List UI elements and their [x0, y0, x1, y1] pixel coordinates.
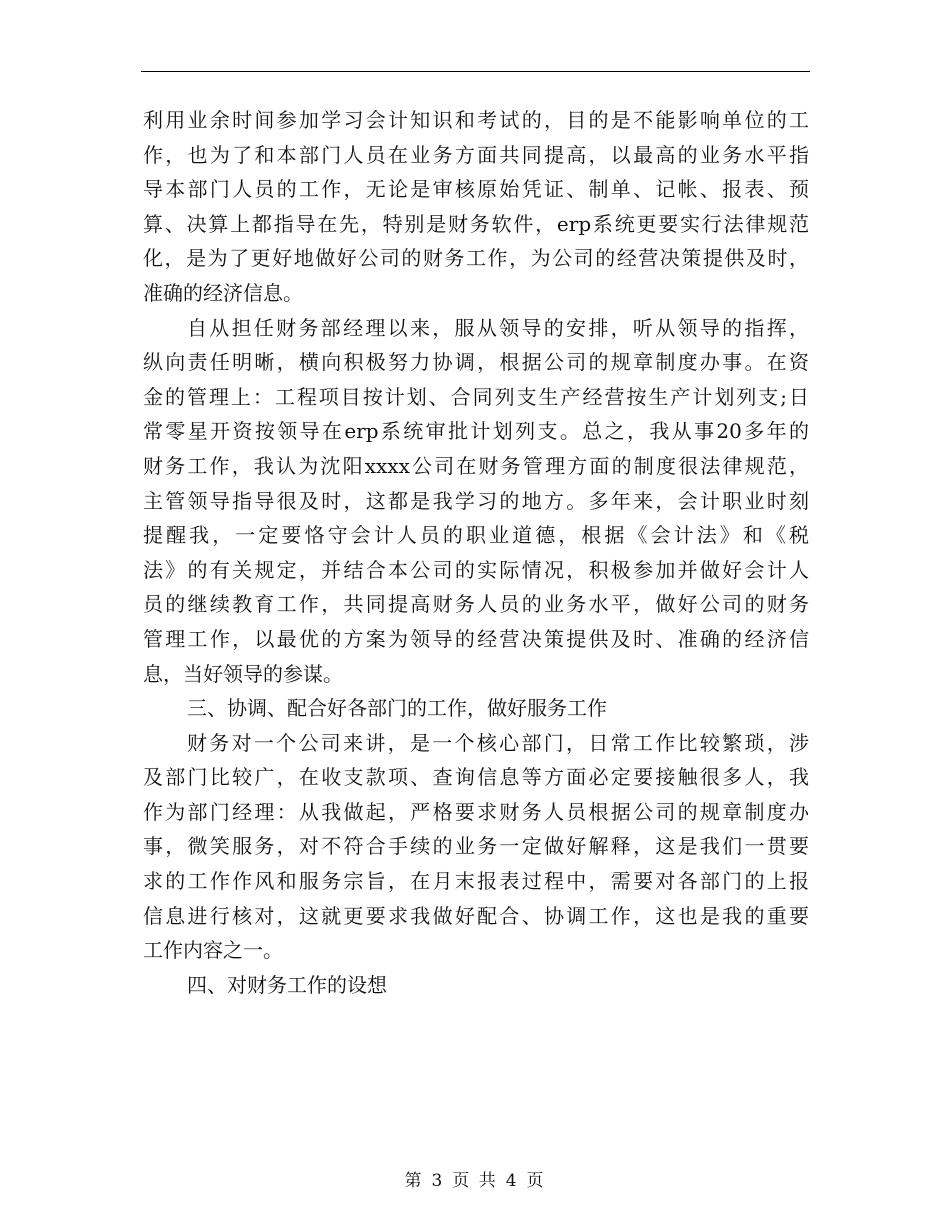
text-line: 息，当好领导的参谋。 — [143, 661, 343, 686]
footer-suffix: 页 — [526, 1171, 546, 1191]
text-line: 自从担任财务部经理以来，服从领导的安排，听从领导的指挥， — [187, 315, 809, 340]
text-line: 金的管理上：工程项目按计划、合同列支生产经营按生产计划列支;日 — [143, 384, 809, 409]
text-line: 纵向责任明晰，横向积极努力协调，根据公司的规章制度办事。在资 — [143, 350, 809, 375]
footer-prefix: 第 — [404, 1171, 424, 1191]
text-line: 管理工作，以最优的方案为领导的经营决策提供及时、准确的经济信 — [143, 626, 809, 651]
text-line: 作，也为了和本部门人员在业务方面共同提高，以最高的业务水平指 — [143, 142, 809, 167]
text-line: 作为部门经理：从我做起，严格要求财务人员根据公司的规章制度办 — [143, 799, 809, 824]
footer-total-pages: 4 — [505, 1171, 519, 1191]
text-line: 信息进行核对，这就更要求我做好配合、协调工作，这也是我的重要 — [143, 903, 809, 928]
text-line: 常零星开资按领导在erp系统审批计划列支。总之，我从事20多年的 — [143, 419, 809, 444]
text-line: 导本部门人员的工作，无论是审核原始凭证、制单、记帐、报表、预 — [143, 177, 809, 202]
footer-middle: 页 共 — [452, 1171, 498, 1191]
text-line: 财务工作，我认为沈阳xxxx公司在财务管理方面的制度很法律规范， — [143, 453, 809, 478]
text-line: 提醒我，一定要恪守会计人员的职业道德，根据《会计法》和《税 — [143, 523, 809, 548]
text-line: 及部门比较广，在收支款项、查询信息等方面必定要接触很多人，我 — [143, 765, 809, 790]
header-rule — [141, 71, 810, 72]
footer-current-page: 3 — [431, 1171, 445, 1191]
text-line: 四、对财务工作的设想 — [187, 972, 387, 997]
page-footer — [0, 1166, 950, 1191]
text-line: 员的继续教育工作，共同提高财务人员的业务水平，做好公司的财务 — [143, 592, 809, 617]
text-line: 利用业余时间参加学习会计知识和考试的，目的是不能影响单位的工 — [143, 108, 809, 132]
text-line: 法》的有关规定，并结合本公司的实际情况，积极参加并做好会计人 — [143, 557, 809, 582]
text-line: 算、决算上都指导在先，特别是财务软件，erp系统更要实行法律规范 — [143, 211, 809, 236]
document-body — [143, 103, 809, 1002]
text-line: 准确的经济信息。 — [143, 280, 303, 305]
text-line: 化，是为了更好地做好公司的财务工作，为公司的经营决策提供及时， — [143, 246, 809, 271]
text-line: 求的工作作风和服务宗旨，在月末报表过程中，需要对各部门的上报 — [143, 869, 809, 894]
text-line: 三、协调、配合好各部门的工作，做好服务工作 — [187, 696, 607, 721]
text-line: 财务对一个公司来讲，是一个核心部门，日常工作比较繁琐，涉 — [187, 730, 809, 755]
text-line: 主管领导指导很及时，这都是我学习的地方。多年来，会计职业时刻 — [143, 488, 809, 513]
text-line: 工作内容之一。 — [143, 938, 283, 963]
text-line: 事，微笑服务，对不符合手续的业务一定做好解释，这是我们一贯要 — [143, 834, 809, 859]
